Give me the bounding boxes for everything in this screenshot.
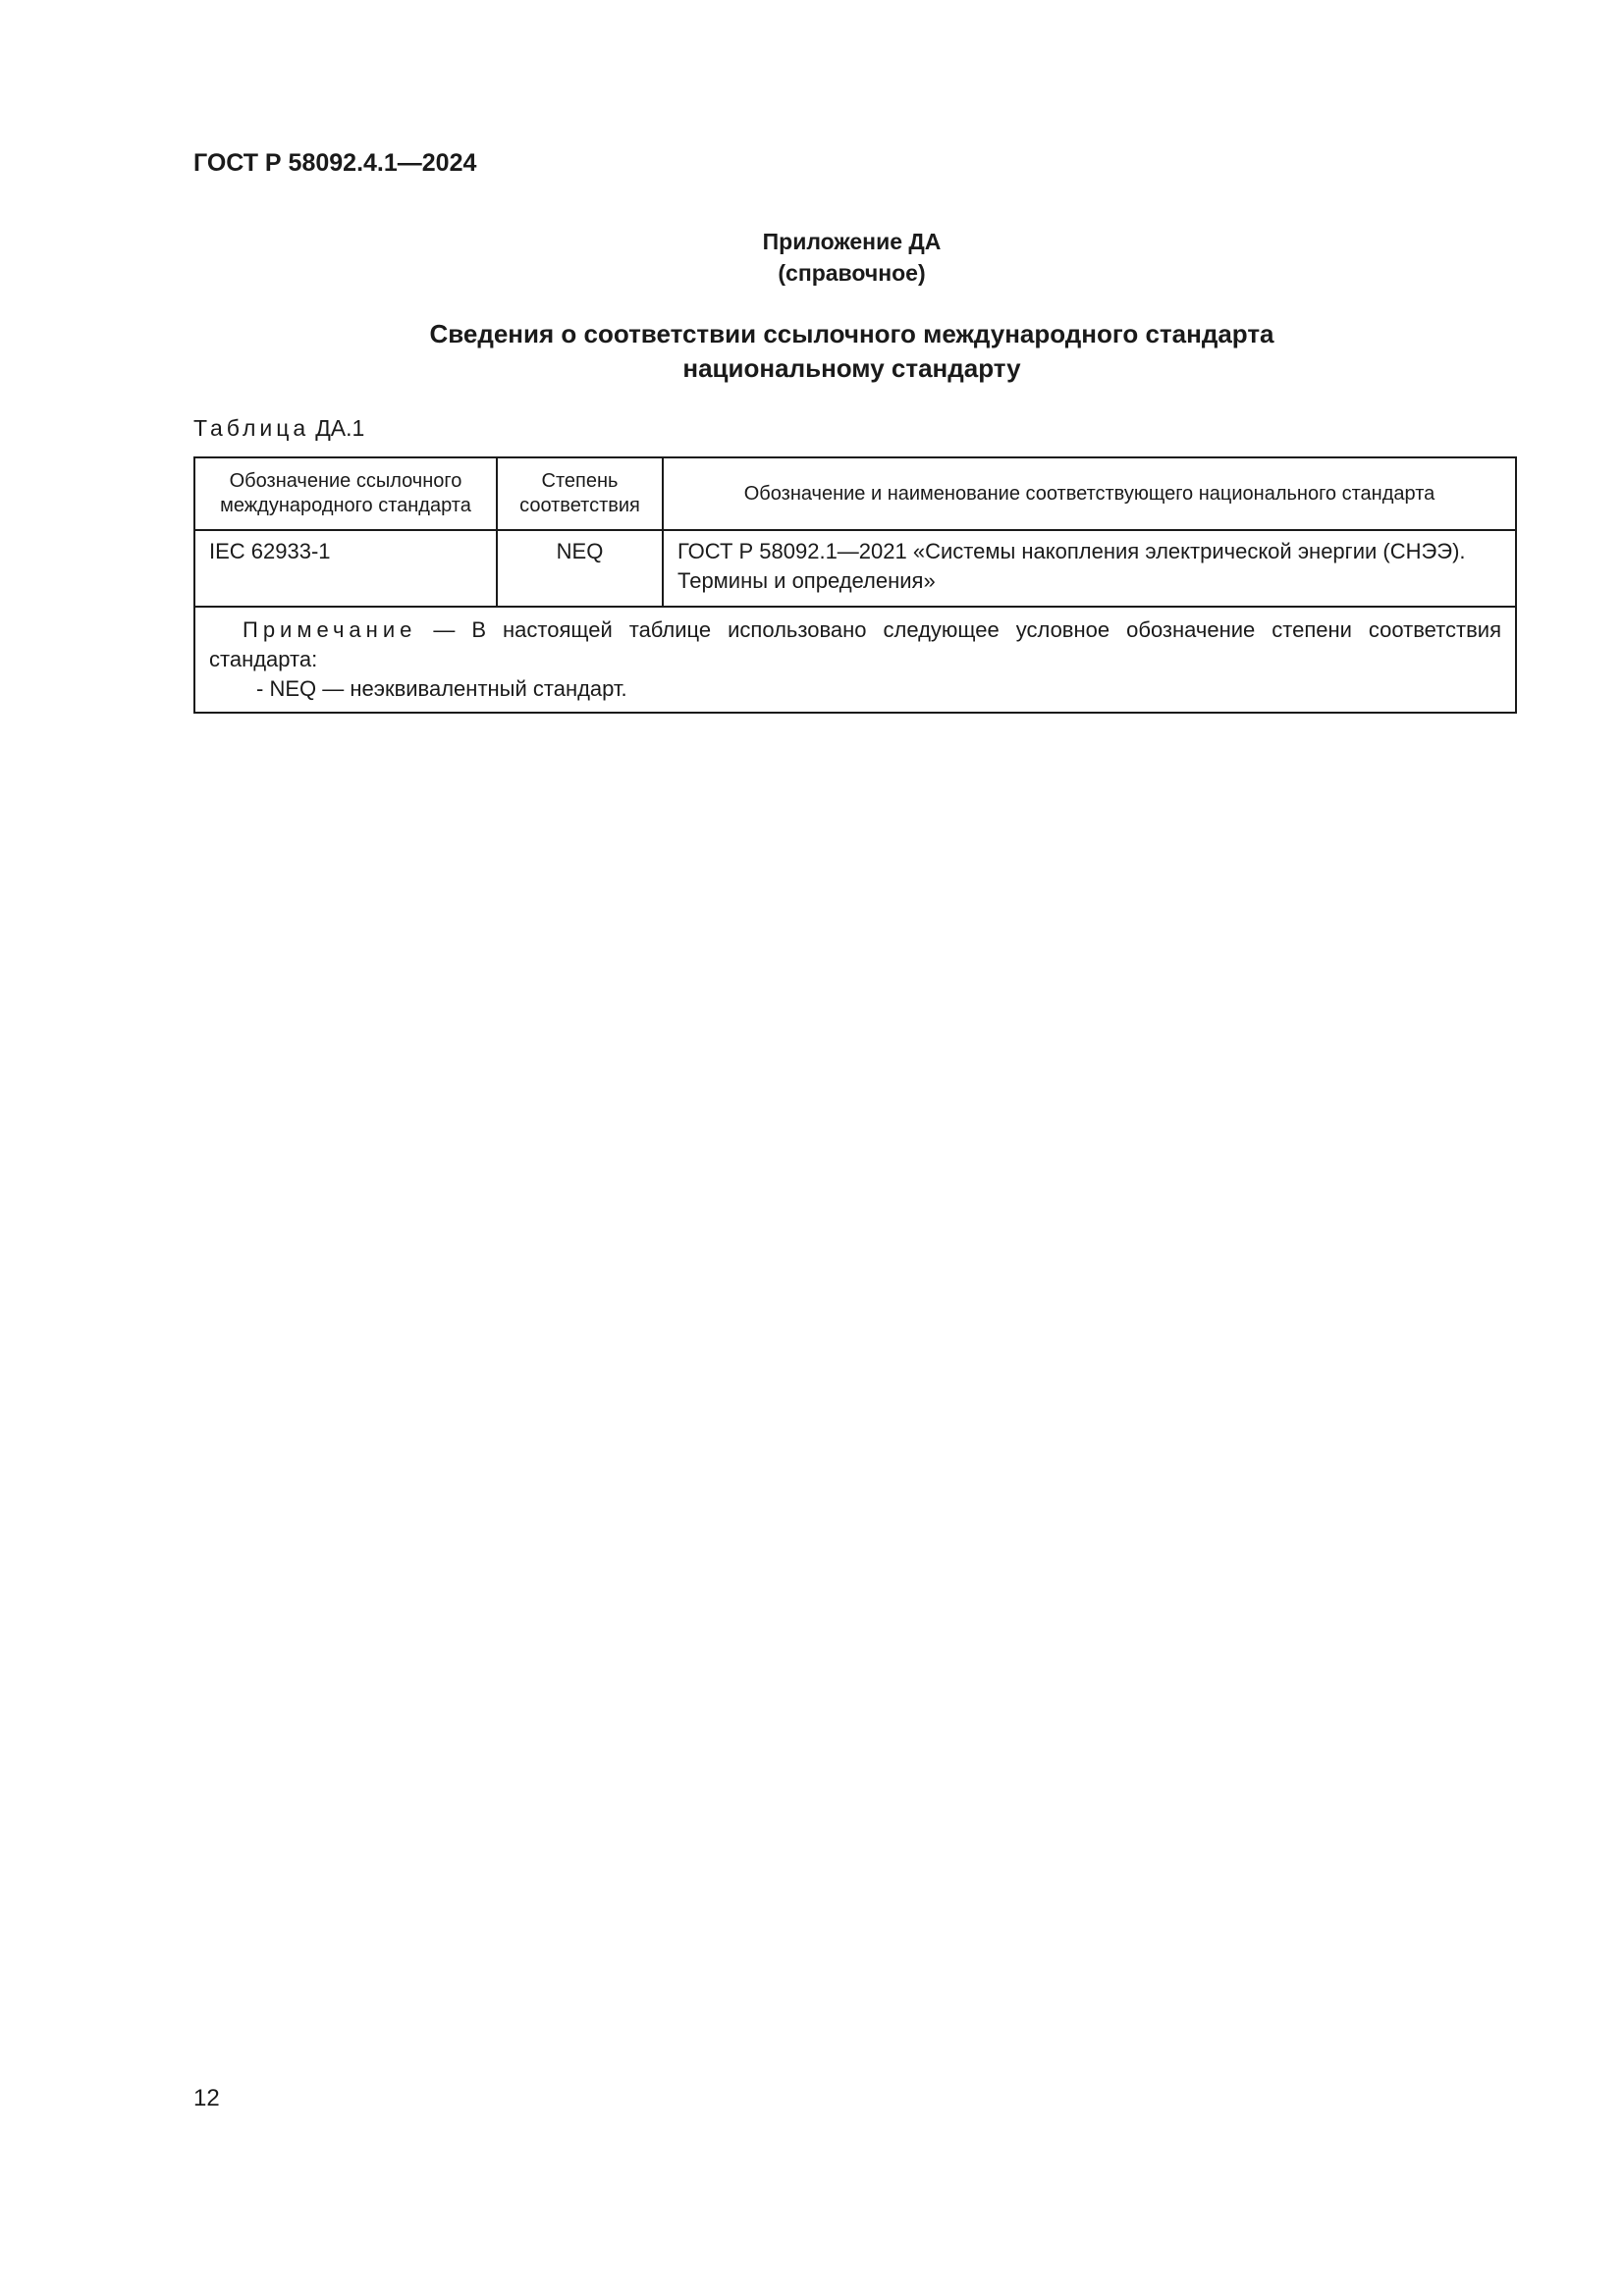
table-caption-label: Таблица — [193, 415, 310, 441]
column-header-ref-standard: Обозначение ссылочного международного стандарта — [194, 457, 497, 530]
table-caption — [193, 415, 364, 442]
table-note-row — [194, 607, 1516, 713]
section-heading — [0, 317, 1624, 386]
column-header-national-standard: Обозначение и наименование соответствующего национального стандарта — [663, 457, 1516, 530]
note-list-item: - NEQ — неэквивалентный стандарт. — [256, 676, 627, 701]
correspondence-table — [193, 456, 1517, 714]
document-code: ГОСТ Р 58092.4.1—2024 — [193, 149, 477, 177]
note-text: — В настоящей таблице использовано следующее условное обозначение степени соответствия стандарта: — [209, 617, 1501, 671]
column-header-degree: Степень соответствия — [497, 457, 663, 530]
cell-degree: NEQ — [497, 530, 663, 607]
page-number: 12 — [193, 2085, 220, 2111]
cell-national-standard: ГОСТ Р 58092.1—2021 «Системы накопления электрической энергии (СНЭЭ). Термины и определения» — [663, 530, 1516, 607]
note-body — [209, 615, 1501, 674]
section-heading-line-1: Сведения о соответствии ссылочного международного стандарта — [429, 319, 1274, 348]
table-header-row — [194, 457, 1516, 530]
annex-title: Приложение ДА — [762, 229, 942, 254]
section-heading-line-2: национальному стандарту — [682, 353, 1021, 383]
note-label: Примечание — [243, 617, 417, 642]
annex-block — [0, 226, 1624, 289]
cell-ref-standard: IEC 62933-1 — [194, 530, 497, 607]
table-row — [194, 530, 1516, 607]
annex-subtitle: (справочное) — [778, 260, 926, 286]
table-note — [194, 607, 1516, 713]
table-caption-number: ДА.1 — [315, 415, 365, 441]
